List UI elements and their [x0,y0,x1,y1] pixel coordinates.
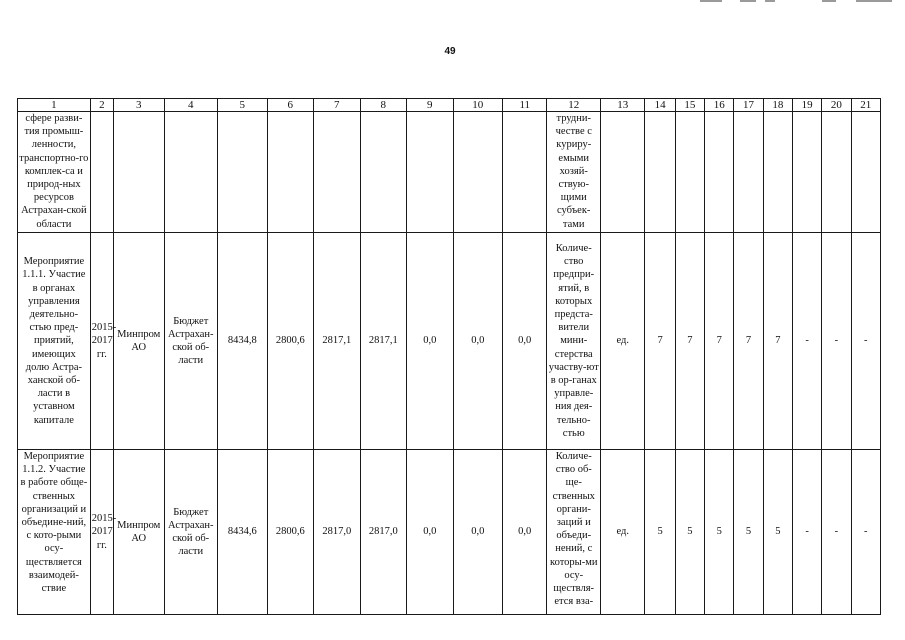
scan-artifact [700,0,722,2]
amount-cell: 2800,6 [267,233,313,450]
column-header: 13 [601,99,645,112]
indicator-value-cell: 7 [675,233,704,450]
amount-cell: 2817,0 [314,450,360,615]
amount-cell: 2817,0 [360,450,406,615]
amount-cell: 0,0 [503,233,547,450]
indicator-name-cell: Количе-ство об-ще-ственных органи-заций и объеди-нений, с которы-ми осу-ществля-ется вза- [547,450,601,615]
table-cell [453,112,503,233]
column-header: 3 [113,99,164,112]
table-cell [601,112,645,233]
column-header: 2 [90,99,113,112]
indicator-value-cell: 7 [734,233,763,450]
column-header: 11 [503,99,547,112]
column-header: 17 [734,99,763,112]
executor-cell: Минпром АО [113,233,164,450]
indicator-value-cell: 7 [763,233,792,450]
column-header: 4 [164,99,218,112]
table-row [18,112,881,233]
amount-cell: 2817,1 [314,233,360,450]
indicator-value-cell: 5 [763,450,792,615]
table-cell [792,112,821,233]
scan-artifact [740,0,756,2]
indicator-value-cell: 5 [645,450,675,615]
table-cell [314,112,360,233]
indicator-value-cell: - [792,233,821,450]
table-cell [645,112,675,233]
column-header: 14 [645,99,675,112]
table-cell [734,112,763,233]
funding-source-cell: Бюджет Астрахан-ской об-ласти [164,233,218,450]
amount-cell: 0,0 [453,233,503,450]
table-cell [90,112,113,233]
column-header: 6 [267,99,313,112]
table-cell [218,112,268,233]
period-cell: 2015-2017 гг. [90,233,113,450]
amount-cell: 2817,1 [360,233,406,450]
indicator-value-cell: - [792,450,821,615]
indicator-name-cell: Количе-ство предпри-ятий, в которых предста-вители мини-стерства участву-ют в ор-ганах управле-ния дея-тельно-стью [547,233,601,450]
column-number-row [18,99,881,112]
amount-cell: 0,0 [503,450,547,615]
column-header: 9 [407,99,453,112]
column-header: 20 [822,99,851,112]
table-cell [267,112,313,233]
column-header: 18 [763,99,792,112]
table-cell [675,112,704,233]
indicator-value-cell: 5 [705,450,734,615]
column-header: 16 [705,99,734,112]
table-row [18,233,881,450]
indicator-value-cell: 7 [705,233,734,450]
indicator-value-cell: 5 [675,450,704,615]
scan-artifact [822,0,836,2]
table-cell [705,112,734,233]
indicator-name-cell: трудни-честве с куриру-емыми хозяй-ствую-щими субъек-тами [547,112,601,233]
scan-artifact [765,0,775,2]
activity-name-cell: Мероприятие 1.1.1. Участие в органах управления деятельно-стью пред-приятий, имеющих долю Астра-ханской об-ласти в уставном капитале [18,233,91,450]
executor-cell: Минпром АО [113,450,164,615]
period-cell: 2015-2017 гг. [90,450,113,615]
table-cell [822,112,851,233]
unit-cell: ед. [601,233,645,450]
indicator-value-cell: - [851,450,880,615]
table-cell [763,112,792,233]
column-header: 21 [851,99,880,112]
amount-cell: 0,0 [407,233,453,450]
column-header: 15 [675,99,704,112]
indicator-value-cell: 7 [645,233,675,450]
table-cell [503,112,547,233]
column-header: 10 [453,99,503,112]
table-cell [113,112,164,233]
column-header: 8 [360,99,406,112]
column-header: 5 [218,99,268,112]
amount-cell: 8434,8 [218,233,268,450]
column-header: 7 [314,99,360,112]
table-cell [164,112,218,233]
amount-cell: 0,0 [407,450,453,615]
amount-cell: 2800,6 [267,450,313,615]
column-header: 1 [18,99,91,112]
page-number: 49 [444,46,456,57]
indicator-value-cell: - [822,233,851,450]
funding-source-cell: Бюджет Астрахан-ской об-ласти [164,450,218,615]
amount-cell: 8434,6 [218,450,268,615]
column-header: 12 [547,99,601,112]
table-cell [407,112,453,233]
activity-name-cell: сфере разви-тия промыш-ленности, транспортно-го комплек-са и природ-ных ресурсов Астрахан-ской области [18,112,91,233]
table-row [18,450,881,615]
program-table [17,98,881,615]
scan-artifact [856,0,892,2]
activity-name-cell: Мероприятие 1.1.2. Участие в работе обще-ственных организаций и объедине-ний, с кото-рыми осу-ществляется взаимодей-ствие [18,450,91,615]
column-header: 19 [792,99,821,112]
amount-cell: 0,0 [453,450,503,615]
unit-cell: ед. [601,450,645,615]
table-cell [851,112,880,233]
indicator-value-cell: - [822,450,851,615]
table-cell [360,112,406,233]
indicator-value-cell: - [851,233,880,450]
indicator-value-cell: 5 [734,450,763,615]
